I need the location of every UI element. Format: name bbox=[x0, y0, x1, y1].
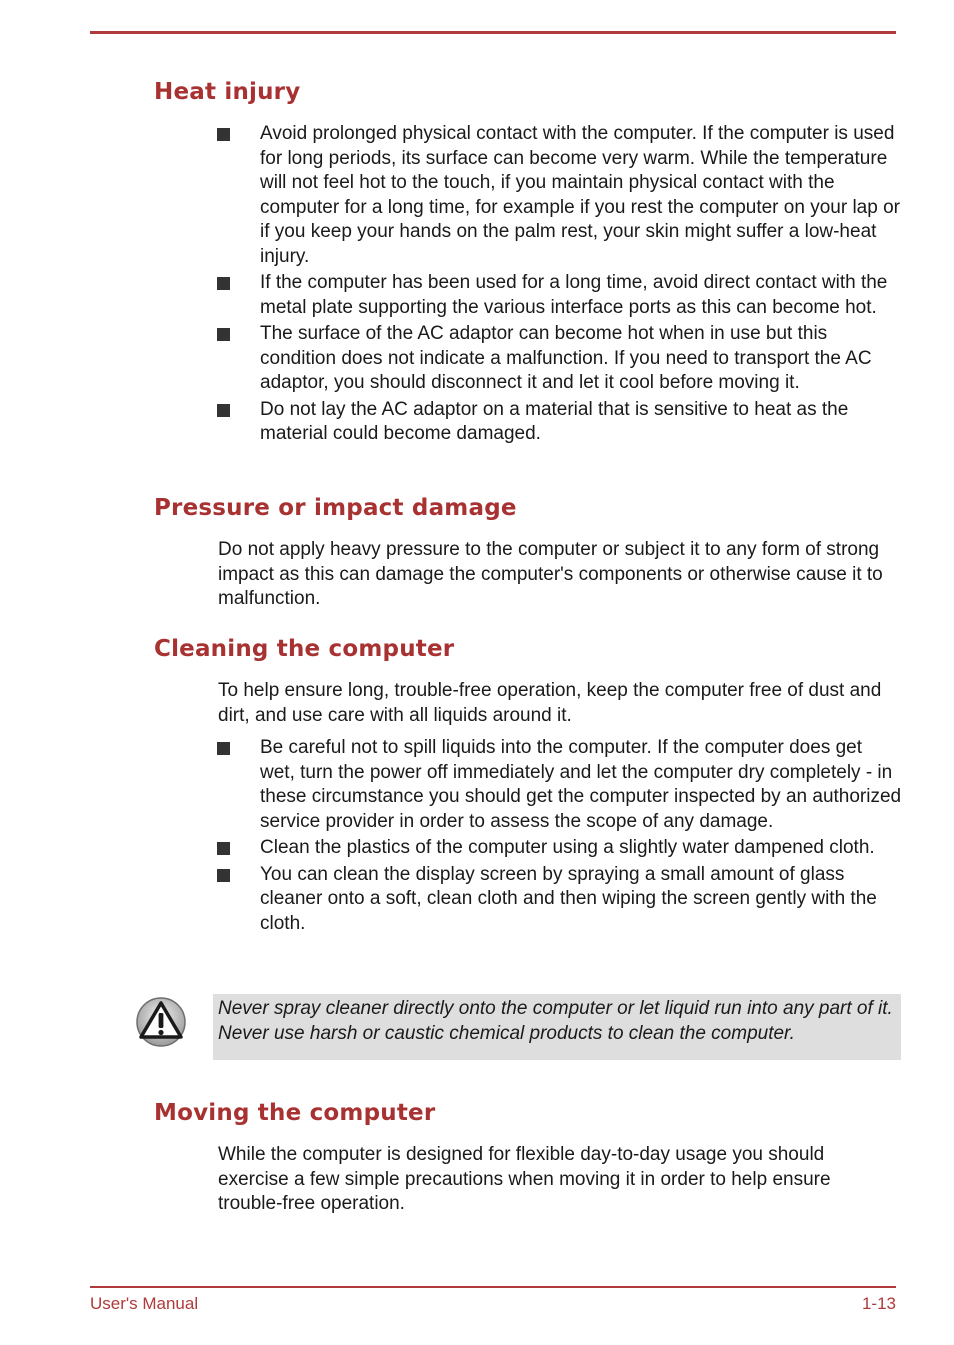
footer-page-number: 1-13 bbox=[861, 1294, 896, 1313]
warning-triangle-icon bbox=[135, 996, 187, 1048]
cleaning-intro: To help ensure long, trouble-free operation, keep the computer free of dust and dirt, and use care with all liquids around it. bbox=[218, 680, 882, 726]
heading-heat-injury: Heat injury bbox=[154, 79, 301, 105]
bullet-square-icon bbox=[217, 842, 230, 855]
list-item: Do not lay the AC adaptor on a material that is sensitive to heat as the material could become damaged. bbox=[217, 398, 902, 447]
bullet-square-icon bbox=[217, 277, 230, 290]
heading-pressure-damage: Pressure or impact damage bbox=[154, 495, 517, 521]
footer-rule bbox=[90, 1286, 896, 1288]
bullet-square-icon bbox=[217, 404, 230, 417]
list-item: Avoid prolonged physical contact with the computer. If the computer is used for long periods, its surface can become very warm. While the temperature will not feel hot to the touch, if you maintain physical contact with the computer for a long time, for example if you rest the computer on your lap or if you keep your hands on the palm rest, your skin might suffer a low-heat injury. bbox=[217, 122, 902, 269]
pressure-paragraph: Do not apply heavy pressure to the computer or subject it to any form of strong impact as this can damage the computer's components or otherwise cause it to malfunction. bbox=[218, 539, 883, 609]
list-item: You can clean the display screen by spraying a small amount of glass cleaner onto a soft, clean cloth and then wiping the screen gently with the cloth. bbox=[217, 863, 902, 937]
list-item: Be careful not to spill liquids into the computer. If the computer does get wet, turn the power off immediately and let the computer dry completely - in these circumstance you should get the computer inspected by an authorized service provider in order to assess the scope of any damage. bbox=[217, 736, 902, 834]
caution-note-text: Never spray cleaner directly onto the computer or let liquid run into any part of it. Never use harsh or caustic chemical products to clean the computer. bbox=[218, 998, 893, 1044]
header-rule bbox=[90, 31, 896, 34]
bullet-square-icon bbox=[217, 742, 230, 755]
moving-paragraph: While the computer is designed for flexible day-to-day usage you should exercise a few simple precautions when moving it in order to help ensure trouble-free operation. bbox=[218, 1144, 831, 1214]
cleaning-list bbox=[217, 736, 902, 938]
heading-moving: Moving the computer bbox=[154, 1100, 436, 1126]
list-item: The surface of the AC adaptor can become hot when in use but this condition does not indicate a malfunction. If you need to transport the AC adaptor, you should disconnect it and let it cool before moving it. bbox=[217, 322, 902, 396]
heat-injury-list bbox=[217, 122, 902, 449]
list-item: Clean the plastics of the computer using a slightly water dampened cloth. bbox=[217, 836, 902, 861]
heading-cleaning: Cleaning the computer bbox=[154, 636, 455, 662]
list-item: If the computer has been used for a long time, avoid direct contact with the metal plate supporting the various interface ports as this can become hot. bbox=[217, 271, 902, 320]
caution-note bbox=[213, 994, 901, 1060]
footer-manual-title: User's Manual bbox=[90, 1294, 199, 1313]
bullet-square-icon bbox=[217, 128, 230, 141]
bullet-square-icon bbox=[217, 869, 230, 882]
bullet-square-icon bbox=[217, 328, 230, 341]
